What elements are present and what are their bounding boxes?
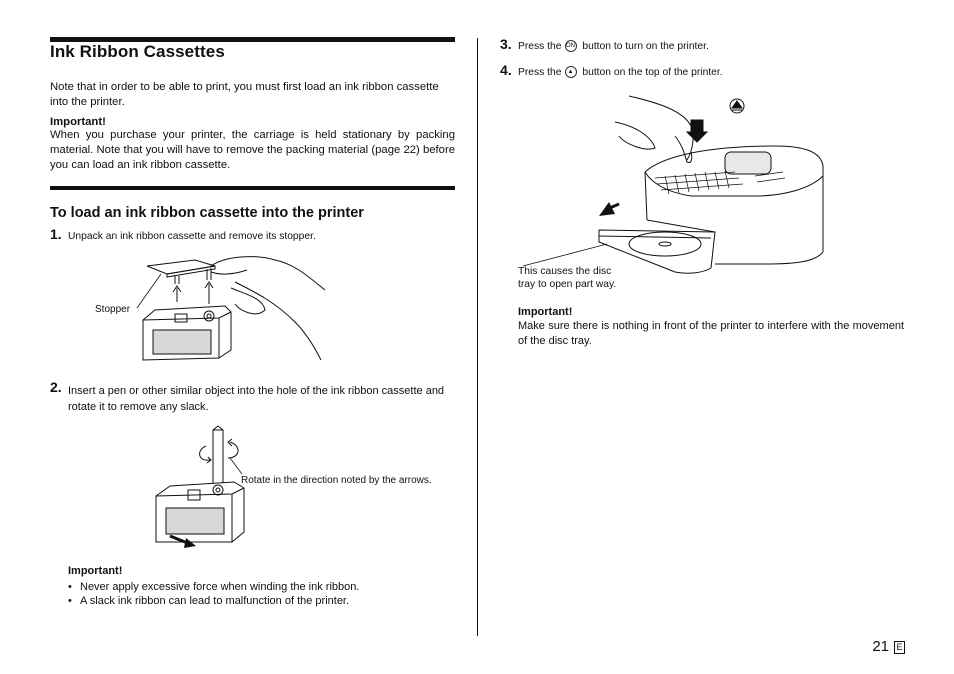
cassette-stopper-illustration — [135, 252, 325, 362]
step-1-number: 1. — [50, 226, 62, 242]
step-3-text — [518, 40, 709, 53]
step-4-text-after: button on the top of the printer. — [579, 67, 723, 78]
section-rule — [50, 186, 455, 190]
step-2-text: Insert a pen or other similar object into the hole of the ink ribbon cassette and rotate it to remove any slack. — [68, 385, 445, 413]
page-title: Ink Ribbon Cassettes — [50, 42, 225, 61]
on-button-icon: ON — [565, 40, 577, 52]
page-letter-box: E — [894, 641, 905, 654]
left-important-label: Important! — [68, 565, 123, 577]
step-4-text-before: Press the — [518, 67, 562, 78]
stopper-callout: Stopper — [95, 304, 131, 315]
page-number: 21 — [872, 638, 889, 655]
important-label: Important! — [50, 116, 106, 128]
step-3-text-before: Press the — [518, 41, 562, 52]
eject-icon: ▲ — [565, 66, 577, 78]
step-1-text: Unpack an ink ribbon cassette and remove its stopper. — [68, 231, 316, 242]
step-3-text-after: button to turn on the printer. — [579, 41, 709, 52]
rotate-callout: Rotate in the direction noted by the arrows. — [241, 475, 432, 486]
pen-rotate-illustration — [148, 424, 258, 554]
intro-text: Note that in order to be able to print, you must first load an ink ribbon cassette into the printer. — [50, 81, 439, 108]
left-important-bullet-1: • Never apply excessive force when winding the ink ribbon. — [80, 580, 359, 595]
disc-tray-callout: This causes the disc tray to open part way. — [518, 266, 617, 290]
step-3-number: 3. — [500, 36, 512, 52]
column-divider — [477, 38, 478, 636]
section-subtitle: To load an ink ribbon cassette into the printer — [50, 205, 364, 221]
step-2-number: 2. — [50, 379, 62, 395]
right-important-label: Important! — [518, 306, 573, 318]
important-text: When you purchase your printer, the carriage is held stationary by packing material. Note that you will have to remove the packing material (page 22) before you can load an ink ribbon cassette. — [50, 129, 455, 171]
step-4-text — [518, 66, 723, 79]
step-4-number: 4. — [500, 62, 512, 78]
left-important-bullet-2: • A slack ink ribbon can lead to malfunction of the printer. — [80, 594, 349, 609]
printer-disc-tray-illustration — [515, 92, 835, 292]
right-important-text: Make sure there is nothing in front of the printer to interfere with the movement of the disc tray. — [518, 320, 904, 347]
